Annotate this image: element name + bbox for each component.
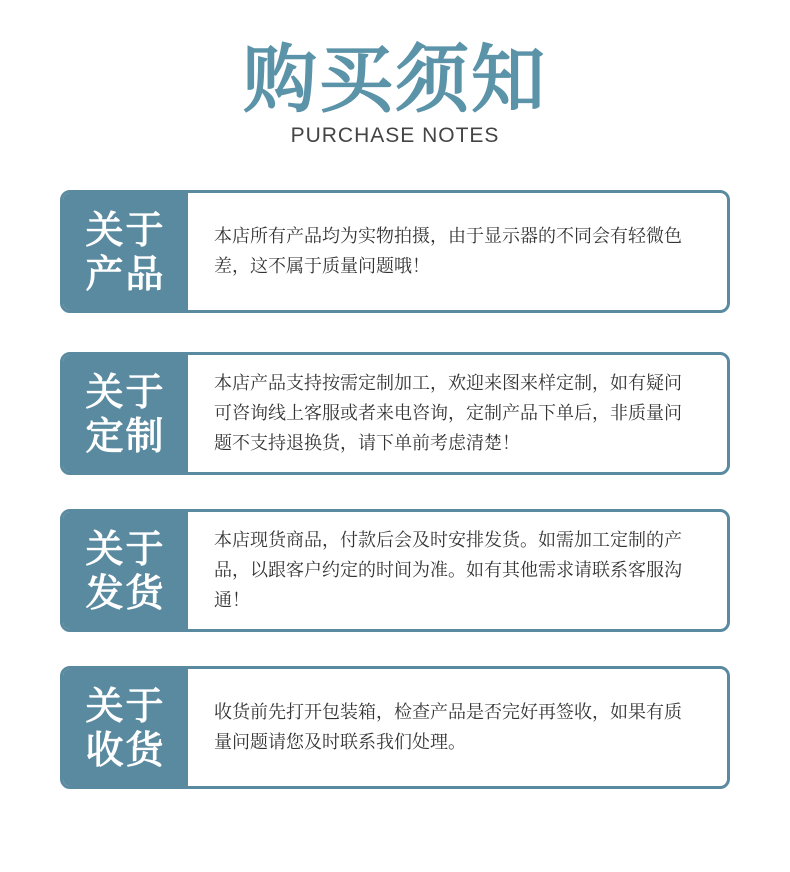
card-label-line1: 关于	[85, 526, 166, 571]
card-text: 收货前先打开包装箱，检查产品是否完好再签收，如果有质量问题请您及时联系我们处理。	[214, 701, 682, 753]
notice-card-shipping	[60, 509, 730, 632]
card-label	[63, 355, 188, 472]
card-label-line2: 产品	[85, 251, 166, 296]
notice-card-product	[60, 190, 730, 313]
card-text: 本店所有产品均为实物拍摄，由于显示器的不同会有轻微色差，这不属于质量问题哦！	[214, 225, 682, 277]
card-label-line1: 关于	[85, 369, 166, 414]
page-title: 购买须知	[243, 37, 547, 123]
notice-card-customization	[60, 352, 730, 475]
card-label-line1: 关于	[85, 683, 166, 728]
card-label-line2: 定制	[85, 413, 166, 458]
card-text: 本店产品支持按需定制加工，欢迎来图来样定制，如有疑问可咨询线上客服或者来电咨询，定制产品下单后，非质量问题不支持退换货，请下单前考虑清楚！	[214, 372, 682, 454]
page-subtitle: PURCHASE NOTES	[290, 124, 500, 147]
card-label	[63, 512, 188, 629]
card-label-line2: 发货	[85, 570, 166, 615]
card-label	[63, 669, 188, 786]
card-text: 本店现货商品，付款后会及时安排发货。如需加工定制的产品，以跟客户约定的时间为准。如有其他需求请联系客服沟通！	[214, 529, 682, 611]
card-label-line2: 收货	[85, 727, 166, 772]
card-label	[63, 193, 188, 310]
card-label-line1: 关于	[85, 207, 166, 252]
notice-card-receiving	[60, 666, 730, 789]
